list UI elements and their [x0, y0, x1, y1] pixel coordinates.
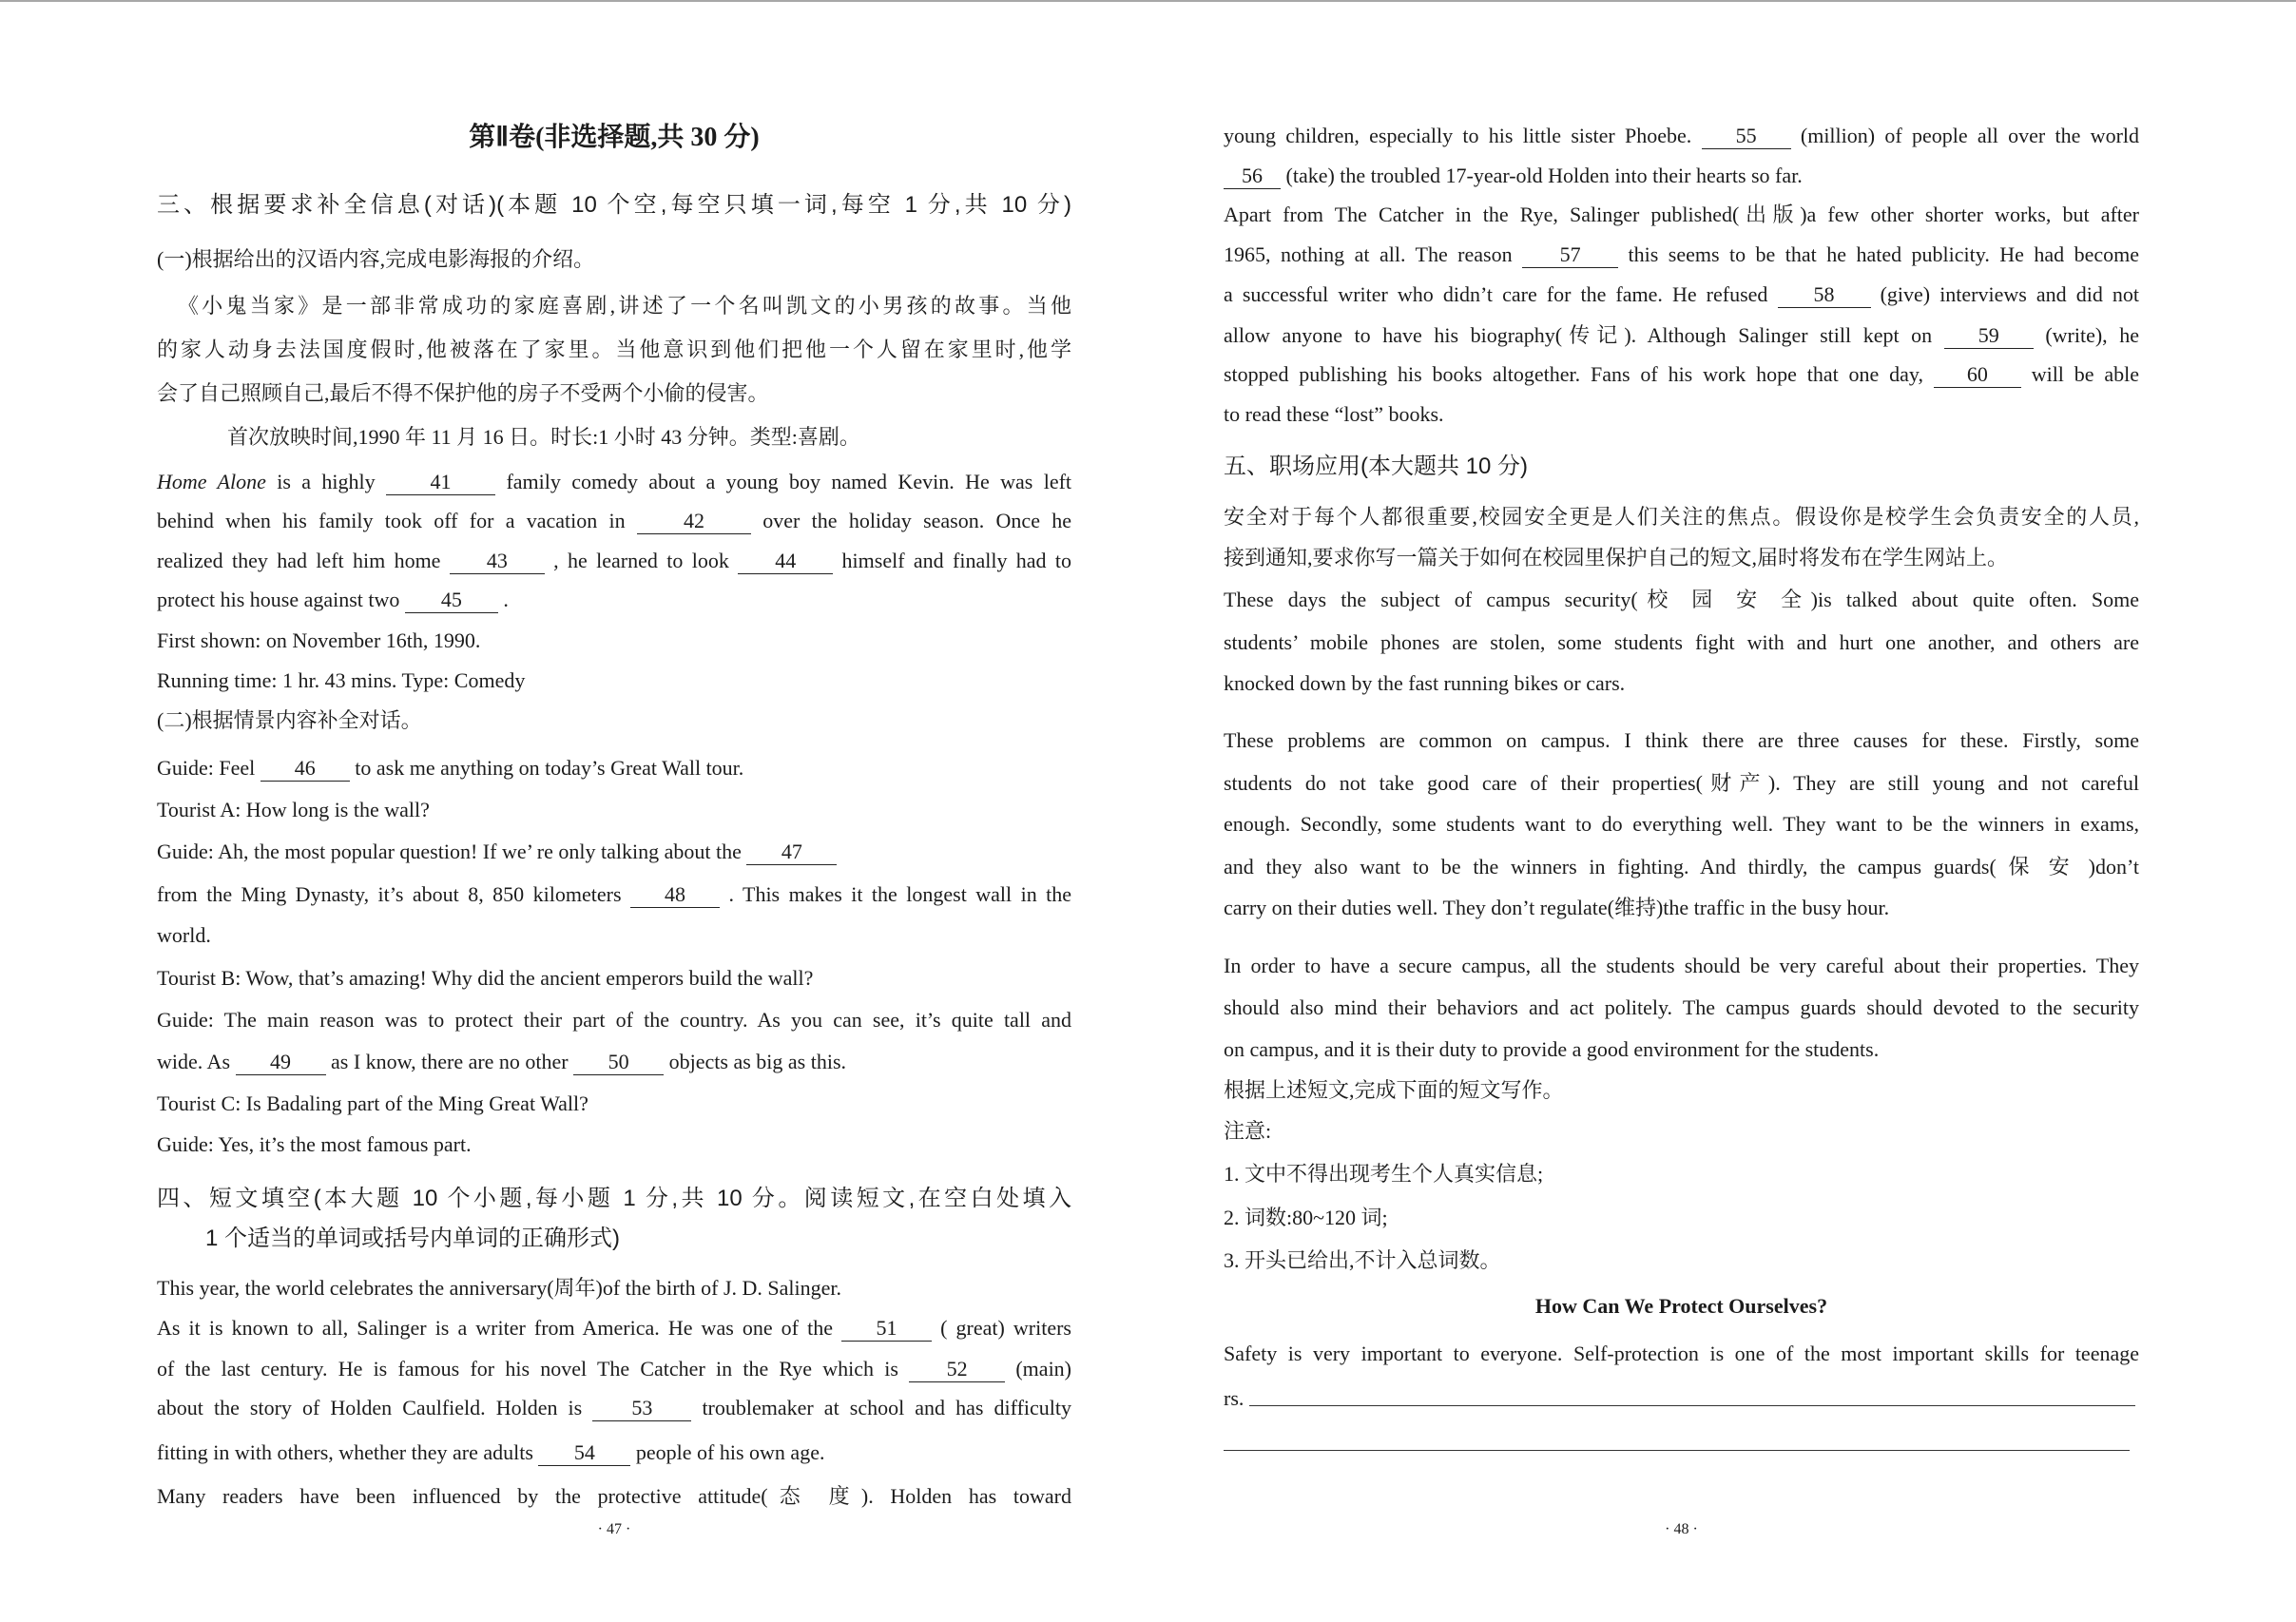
line-text: young children, especially to his little sister Phoebe. — [1224, 124, 1692, 147]
dialogue-line — [157, 964, 1071, 993]
line-text: about the story of Holden Caulfield. Holden is — [157, 1396, 583, 1419]
writing-task: 根据上述短文,完成下面的短文写作。 — [1224, 1078, 1564, 1102]
answer-blank-49: 49 — [236, 1052, 326, 1075]
essay-opening-line: rs. — [1224, 1386, 1244, 1410]
answer-blank-41: 41 — [386, 472, 495, 495]
passage-line — [157, 1394, 1071, 1422]
line-text: (take) the troubled 17-year-old Holden into their hearts so far. — [1285, 164, 1803, 187]
line-text: a successful writer who didn’t care for the fame. He refused — [1224, 282, 1768, 306]
section-4-heading-continued: 1 个适当的单词或括号内单词的正确形式) — [205, 1226, 621, 1251]
answer-blank-47: 47 — [746, 841, 837, 865]
writing-line — [1224, 1450, 2130, 1451]
passage-line — [157, 1355, 1071, 1383]
line-text: from the Ming Dynasty, it’s about 8, 850 kilometers — [157, 882, 622, 906]
line-text: Guide: Yes, it’s the most famous part. — [157, 1132, 472, 1156]
line-text: (million) of people all over the world — [1800, 124, 2140, 147]
passage-line — [157, 1274, 1071, 1303]
chinese-line: 会了自己照顾自己,最后不得不保护他的房子不受两个小偷的侵害。 — [157, 381, 769, 405]
line-text: Tourist B: Wow, that’s amazing! Why did the ancient emperors build the wall? — [157, 966, 814, 990]
line-text: Guide: Feel — [157, 756, 256, 780]
line-text: troublemaker at school and has difficulty — [702, 1396, 1072, 1419]
dialogue-line — [157, 838, 1071, 866]
passage-line — [157, 1482, 1071, 1511]
section-3-heading: 三、根据要求补全信息(对话)(本题 10 个空,每空只填一词,每空 1 分,共 10 分) — [157, 192, 1071, 218]
note-item: 3. 开头已给出,不计入总词数。 — [1224, 1248, 1501, 1272]
film-title: Home Alone — [157, 470, 266, 493]
passage-line — [1224, 201, 2139, 229]
essay-title: How Can We Protect Ourselves? — [1534, 1294, 1828, 1318]
line-text: 1965, nothing at all. The reason — [1224, 242, 1513, 266]
dialogue-line — [157, 754, 1071, 782]
line-text: Apart from The Catcher in the Rye, Salinger published(出版)a few other shorter works, but after — [1224, 203, 2139, 226]
line-text: . — [503, 588, 509, 611]
poster-line — [157, 586, 1071, 614]
line-text: objects as big as this. — [668, 1050, 847, 1073]
dialogue-line — [157, 880, 1071, 909]
page-48 — [1224, 0, 2139, 1622]
passage-line: students’ mobile phones are stolen, some students fight with and hurt one another, and others are — [1224, 630, 2139, 654]
poster-line — [157, 468, 1071, 496]
section-5-heading: 五、职场应用(本大题共 10 分) — [1224, 454, 1529, 479]
line-text: Tourist C: Is Badaling part of the Ming Great Wall? — [157, 1091, 588, 1115]
line-text: over the holiday season. Once he — [762, 509, 1072, 532]
part-1-heading: (一)根据给出的汉语内容,完成电影海报的介绍。 — [157, 247, 595, 271]
answer-blank-55: 55 — [1702, 126, 1791, 149]
answer-blank-57: 57 — [1522, 244, 1618, 268]
line-text: Many readers have been influenced by the protective attitude(态 度). Holden has toward — [157, 1484, 1071, 1508]
line-text: people of his own age. — [635, 1440, 825, 1464]
passage-line: students do not take good care of their properties(财产). They are still young and not careful — [1224, 771, 2139, 795]
line-text: First shown: on November 16th, 1990. — [157, 628, 481, 652]
poster-line — [157, 507, 1071, 535]
passage-line: carry on their duties well. They don’t regulate(维持)the traffic in the busy hour. — [1224, 896, 1890, 919]
note-item: 1. 文中不得出现考生个人真实信息; — [1224, 1162, 1544, 1186]
answer-blank-52: 52 — [909, 1359, 1005, 1382]
dialogue-line — [157, 1048, 1071, 1076]
answer-blank-44: 44 — [738, 550, 833, 574]
answer-blank-59: 59 — [1944, 325, 2034, 349]
answer-blank-54: 54 — [538, 1442, 630, 1466]
passage-line — [1224, 400, 2139, 429]
dialogue-line — [157, 1090, 1071, 1118]
answer-blank-56: 56 — [1224, 165, 1281, 189]
line-text: fitting in with others, whether they are adults — [157, 1440, 533, 1464]
line-text: , he learned to look — [553, 549, 729, 572]
line-text: . This makes it the longest wall in the — [728, 882, 1072, 906]
line-text: to read these “lost” books. — [1224, 402, 1444, 426]
line-text: this seems to be that he hated publicity. He had become — [1628, 242, 2140, 266]
poster-line — [157, 666, 1071, 695]
dialogue-line — [157, 921, 1071, 950]
passage-line: In order to have a secure campus, all the students should be very careful about their properties. They — [1224, 954, 2139, 977]
line-text: wide. As — [157, 1050, 230, 1073]
page-number: · 48 · — [1665, 1521, 1698, 1537]
line-text: (main) — [1015, 1357, 1072, 1381]
line-text: (give) interviews and did not — [1880, 282, 2140, 306]
release-info: 首次放映时间,1990 年 11 月 16 日。时长:1 小时 43 分钟。类型:喜剧。 — [227, 425, 860, 449]
answer-blank-42: 42 — [637, 511, 751, 534]
answer-blank-45: 45 — [405, 589, 498, 613]
passage-line — [1224, 280, 2139, 309]
answer-blank-48: 48 — [630, 884, 720, 908]
page-number: · 47 · — [597, 1521, 631, 1537]
line-text: Tourist A: How long is the wall? — [157, 798, 430, 821]
passage-line — [1224, 241, 2139, 269]
poster-line — [157, 547, 1071, 575]
line-text: to ask me anything on today’s Great Wall tour. — [355, 756, 744, 780]
chinese-line: 《小鬼当家》是一部非常成功的家庭喜剧,讲述了一个名叫凯文的小男孩的故事。当他 — [178, 294, 1071, 318]
line-text: of the last century. He is famous for his novel The Catcher in the Rye which is — [157, 1357, 898, 1381]
line-text: world. — [157, 923, 211, 947]
poster-line — [157, 627, 1071, 655]
passage-line — [1224, 321, 2139, 350]
line-text: realized they had left him home — [157, 549, 441, 572]
passage-line: These problems are common on campus. I think there are three causes for these. Firstly, some — [1224, 728, 2139, 752]
answer-blank-43: 43 — [450, 550, 545, 574]
passage-line — [1224, 162, 2139, 190]
part-title: 第Ⅱ卷(非选择题,共 30 分) — [469, 123, 760, 152]
dialogue-line — [157, 1006, 1071, 1034]
note-item: 2. 词数:80~120 词; — [1224, 1206, 1388, 1229]
chinese-prompt-line: 接到通知,要求你写一篇关于如何在校园里保护自己的短文,届时将发布在学生网站上。 — [1224, 546, 2009, 570]
line-text: (write), he — [2045, 323, 2140, 347]
answer-blank-46: 46 — [260, 758, 350, 782]
chinese-prompt-line: 安全对于每个人都很重要,校园安全更是人们关注的焦点。假设你是校学生会负责安全的人员, — [1224, 505, 2139, 529]
answer-blank-50: 50 — [573, 1052, 664, 1075]
passage-line: These days the subject of campus security(校 园 安 全)is talked about quite often. Some — [1224, 588, 2139, 611]
passage-line: on campus, and it is their duty to provide a good environment for the students. — [1224, 1037, 1880, 1061]
writing-line — [1249, 1405, 2135, 1406]
passage-line — [157, 1314, 1071, 1342]
passage-line — [157, 1439, 1071, 1467]
answer-blank-53: 53 — [592, 1398, 691, 1421]
line-text: protect his house against two — [157, 588, 400, 611]
line-text: will be able — [2031, 362, 2139, 386]
answer-blank-51: 51 — [841, 1318, 932, 1342]
passage-line — [1224, 360, 2139, 389]
line-text: This year, the world celebrates the anniversary(周年)of the birth of J. D. Salinger. — [157, 1276, 842, 1300]
line-text: himself and finally had to — [841, 549, 1072, 572]
passage-line: and they also want to be the winners in fighting. And thirdly, the campus guards( 保 安 )don’t — [1224, 855, 2139, 879]
line-text: as I know, there are no other — [331, 1050, 569, 1073]
line-text: As it is known to all, Salinger is a writer from America. He was one of the — [157, 1316, 833, 1340]
dialogue-line — [157, 796, 1071, 824]
passage-line — [1224, 122, 2139, 150]
notes-label: 注意: — [1224, 1119, 1272, 1143]
chinese-line: 的家人动身去法国度假时,他被落在了家里。当他意识到他们把他一个人留在家里时,他学 — [157, 338, 1071, 361]
line-text: family comedy about a young boy named Kevin. He was left — [506, 470, 1072, 493]
dialogue-line — [157, 1130, 1071, 1159]
section-4-heading: 四、短文填空(本大题 10 个小题,每小题 1 分,共 10 分。阅读短文,在空白处填入 — [157, 1186, 1071, 1211]
page-47 — [157, 0, 1071, 1622]
line-text: Guide: The main reason was to protect their part of the country. As you can see, it’s quite tall and — [157, 1008, 1071, 1032]
line-text: Guide: Ah, the most popular question! If we’ re only talking about the — [157, 840, 742, 863]
answer-blank-60: 60 — [1934, 364, 2021, 388]
line-text: allow anyone to have his biography(传记). Although Salinger still kept on — [1224, 323, 1933, 347]
passage-line: knocked down by the fast running bikes or cars. — [1224, 671, 1626, 695]
line-text: stopped publishing his books altogether. Fans of his work hope that one day, — [1224, 362, 1923, 386]
line-text: behind when his family took off for a vacation in — [157, 509, 626, 532]
passage-line: should also mind their behaviors and act politely. The campus guards should devoted to the security — [1224, 995, 2139, 1019]
line-text: is a highly — [277, 470, 376, 493]
passage-line: enough. Secondly, some students want to do everything well. They want to be the winners in exams, — [1224, 812, 2139, 836]
answer-blank-58: 58 — [1778, 284, 1871, 308]
essay-opening-line: Safety is very important to everyone. Self-protection is one of the most important skills for teenage — [1224, 1342, 2139, 1365]
line-text: Running time: 1 hr. 43 mins. Type: Comedy — [157, 668, 526, 692]
line-text: ( great) writers — [940, 1316, 1071, 1340]
part-2-heading: (二)根据情景内容补全对话。 — [157, 708, 422, 732]
